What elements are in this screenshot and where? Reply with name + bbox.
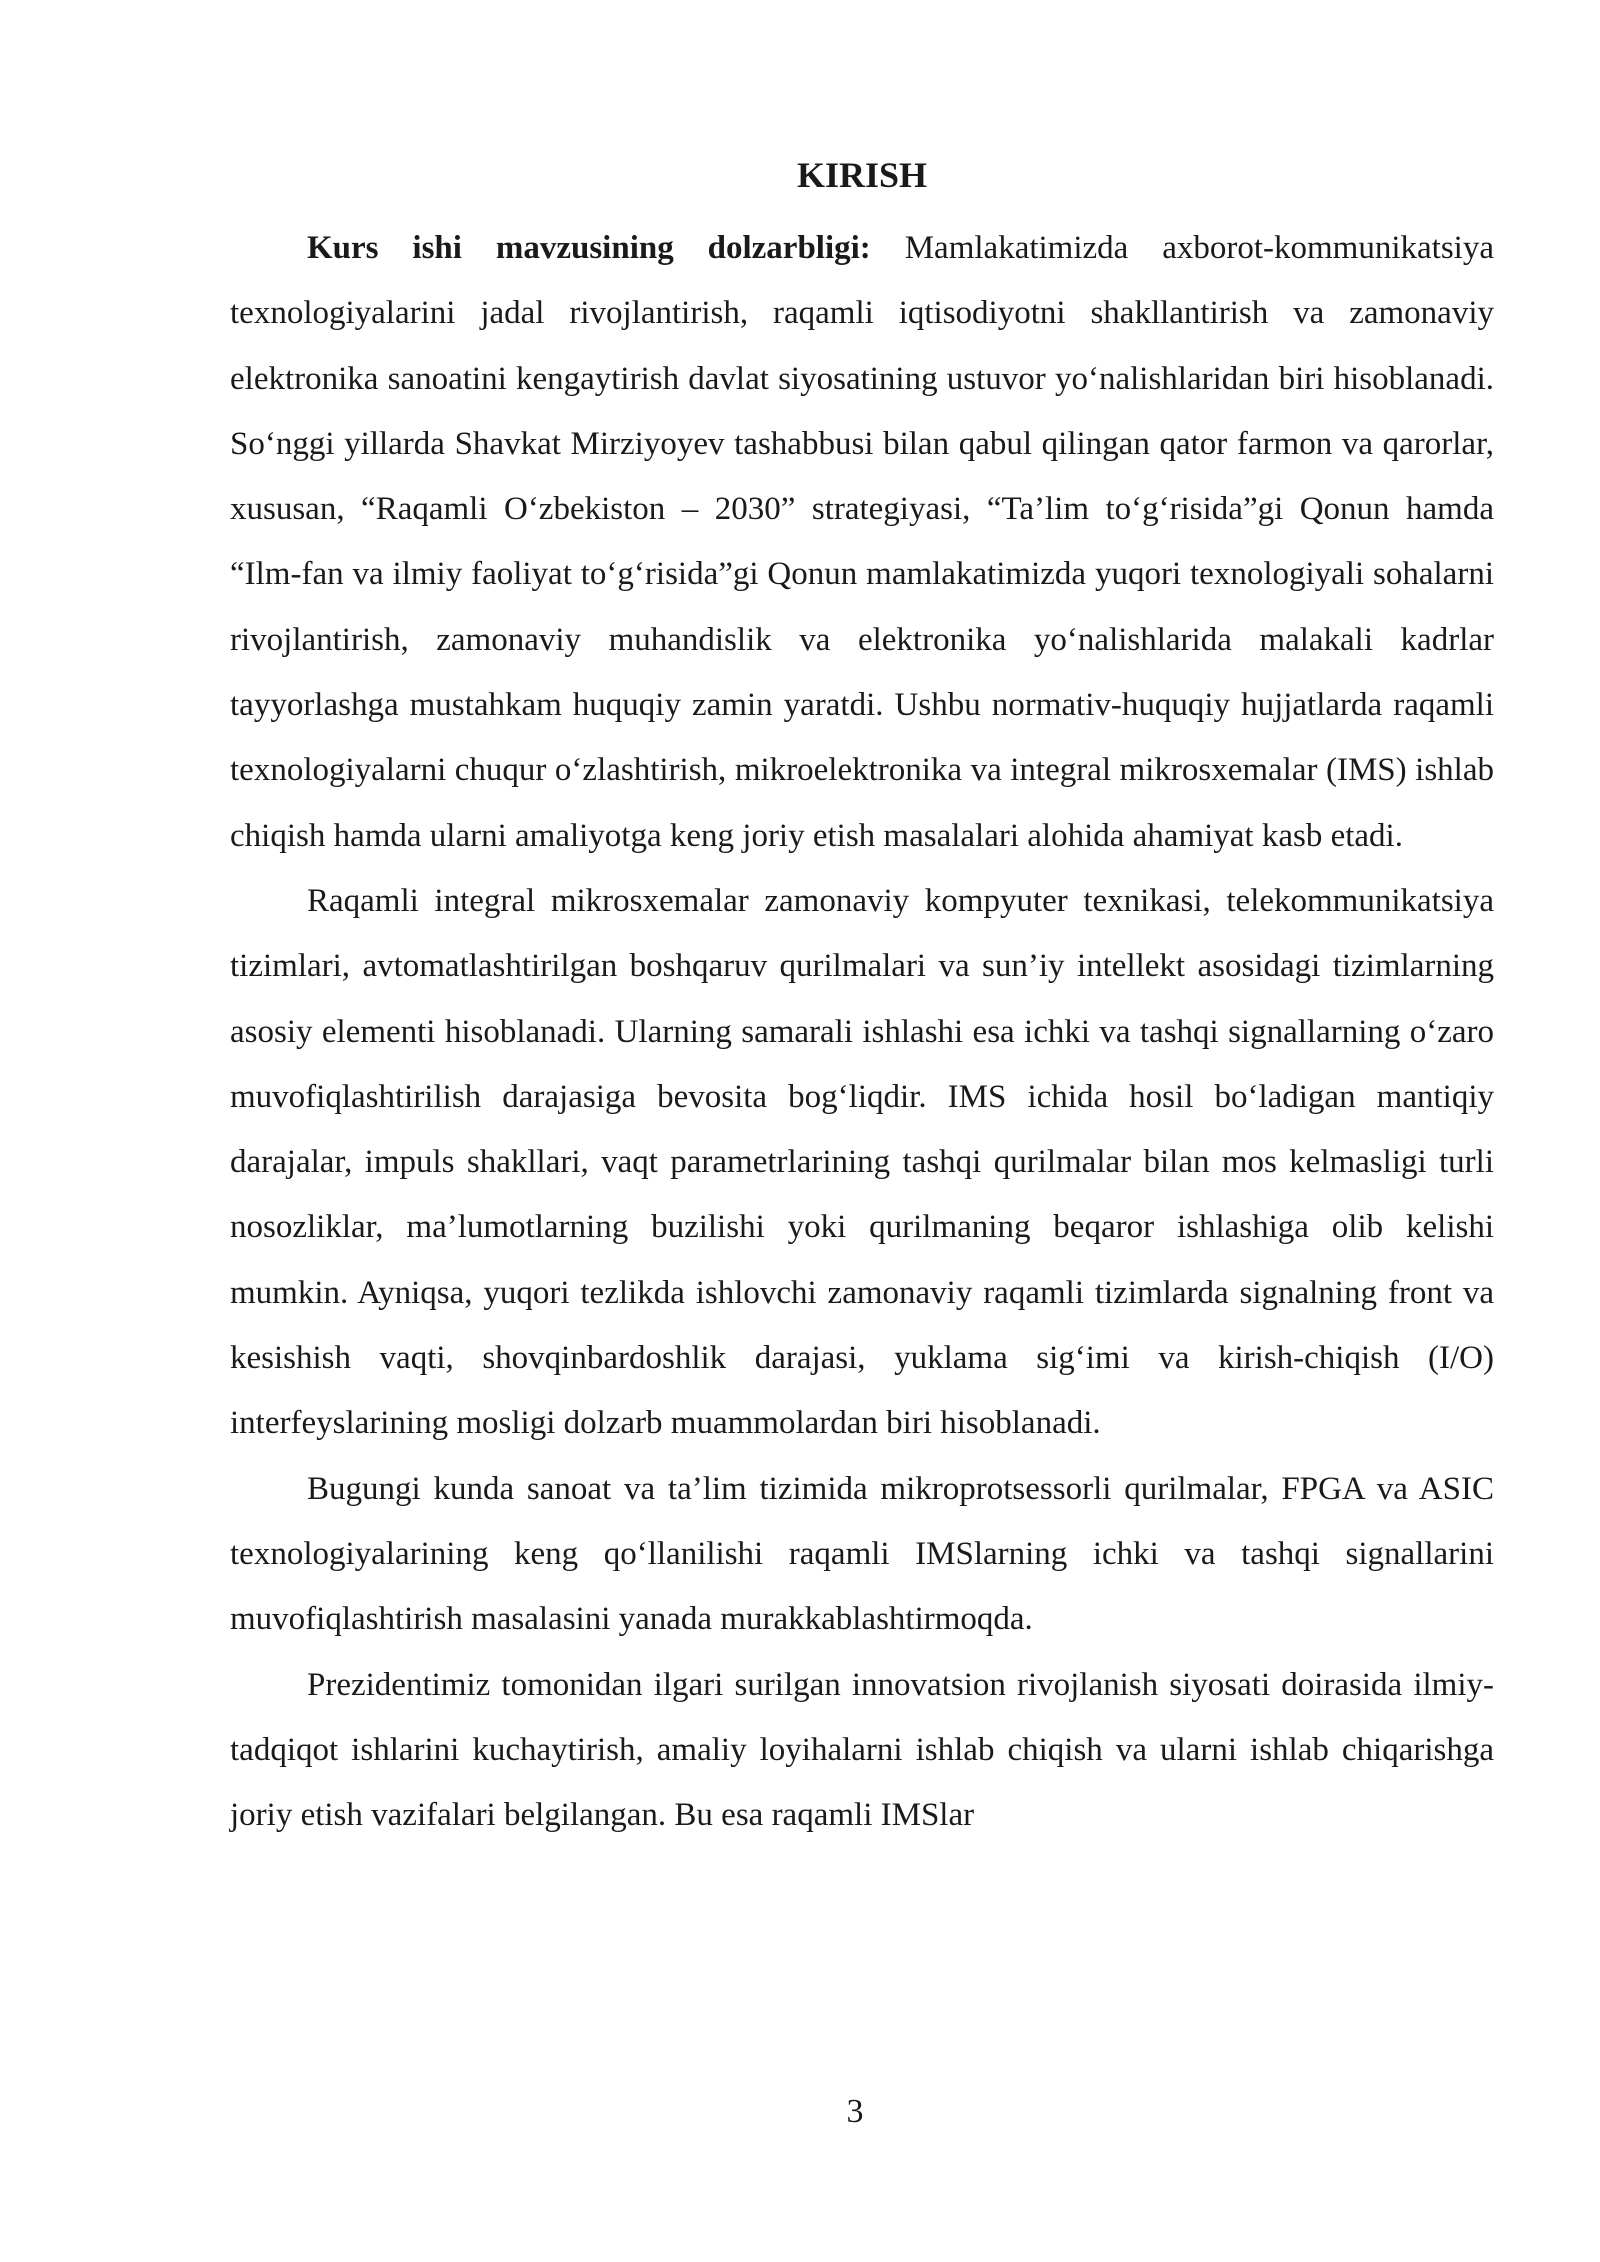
paragraph-digital-ics: Raqamli integral mikrosxemalar zamonaviy kompyuter texnikasi, telekommunikatsiya tizimlari, avtomatlashtirilgan boshqaruv qurilmalari va sun’iy intellekt asosidagi tizimlarning asosiy elementi hisoblanadi. Ularning samarali ishlashi esa ichki va tashqi signallarning o‘zaro muvofiqlashtirilish darajasiga bevosita bog‘liqdir. IMS ichida hosil bo‘ladigan mantiqiy darajalar, impuls shakllari, vaqt parametrlarining tashqi qurilmalar bilan mos kelmasligi turli nosozliklar, ma’lumotlarning buzilishi yoki qurilmaning beqaror ishlashiga olib kelishi mumkin. Ayniqsa, yuqori tezlikda ishlovchi zamonaviy raqamli tizimlarda signalning front va kesishish vaqti, shovqinbardoshlik darajasi, yuklama sig‘imi va kirish-chiqish (I/O) interfeyslarining mosligi dolzarb muammolardan biri hisoblanadi.: [230, 882, 1494, 1442]
page-number: 3: [846, 2093, 864, 2130]
paragraph-innovation: Prezidentimiz tomonidan ilgari surilgan innovatsion rivojlanish siyosati doirasida ilmiy-tadqiqot ishlarini kuchaytirish, amaliy loyihalarni ishlab chiqish va ularni ishlab chiqarishga joriy etish vazifalari belgilangan. Bu esa raqamli IMSlar: [230, 1666, 1494, 1834]
paragraph-industry: Bugungi kunda sanoat va ta’lim tizimida mikroprotsessorli qurilmalar, FPGA va ASIC texnologiyalarining keng qo‘llanilishi raqamli IMSlarning ichki va tashqi signallarini muvofiqlashtirish masalasini yanada murakkablashtirmoqda.: [230, 1470, 1494, 1638]
paragraph-lead: Kurs ishi mavzusining dolzarbligi:: [307, 230, 871, 266]
section-title: KIRISH: [796, 155, 928, 195]
paragraph-relevance: [230, 216, 1494, 869]
document-page: [230, 150, 1494, 1848]
paragraph-text: Mamlakatimizda axborot-kommunikatsiya texnologiyalarini jadal rivojlantirish, raqamli iqtisodiyotni shakllantirish va zamonaviy elektronika sanoatini kengaytirish davlat siyosatining ustuvor yo‘nalishlaridan biri hisoblanadi. So‘nggi yillarda Shavkat Mirziyoyev tashabbusi bilan qabul qilingan qator farmon va qarorlar, xususan, “Raqamli O‘zbekiston – 2030” strategiyasi, “Ta’lim to‘g‘risida”gi Qonun hamda “Ilm-fan va ilmiy faoliyat to‘g‘risida”gi Qonun mamlakatimizda yuqori texnologiyali sohalarni rivojlantirish, zamonaviy muhandislik va elektronika yo‘nalishlarida malakali kadrlar tayyorlashga mustahkam huquqiy zamin yaratdi. Ushbu normativ-huquqiy hujjatlarda raqamli texnologiyalarni chuqur o‘zlashtirish, mikroelektronika va integral mikrosxemalar (IMS) ishlab chiqish hamda ularni amaliyotga keng joriy etish masalalari alohida ahamiyat kasb etadi.: [230, 230, 1494, 854]
